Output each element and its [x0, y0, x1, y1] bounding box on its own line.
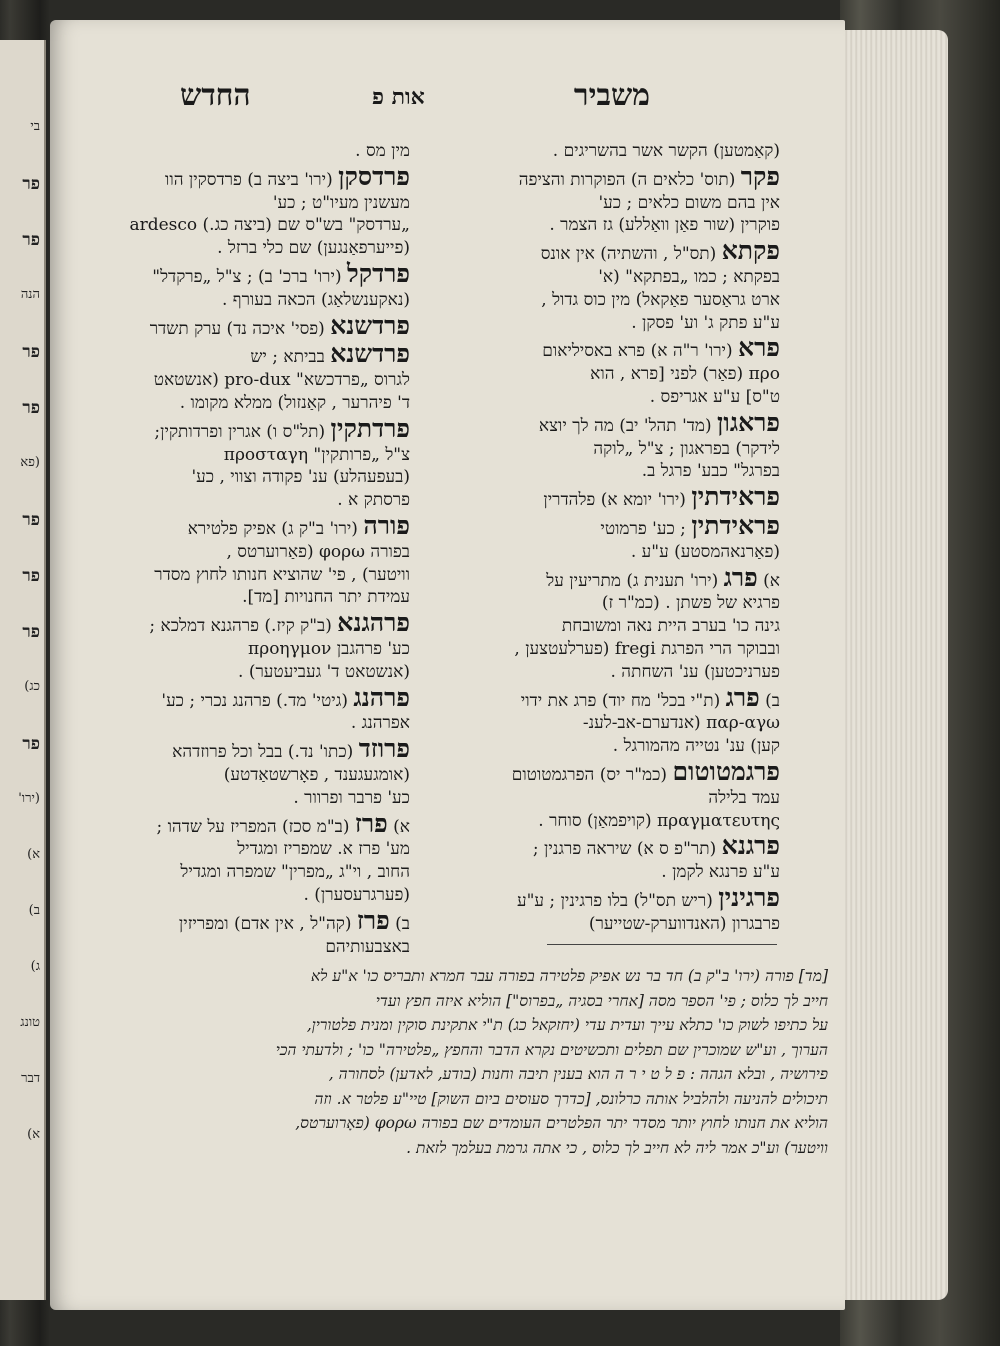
entry-line: פרדסקן (ירו' ביצה ב) פרדסקין הוו: [165, 161, 410, 191]
header-left-title: החדש: [180, 78, 251, 113]
footnote-line: הערוך , וע"ש שמוכרין שם תפלים ותכשיטים נקרא הדבר והחפץ „פלטירה" כו' ; ולדעתי הכי: [275, 1040, 828, 1059]
entry-line: א) פרג (ירו' תענית ג) מתריעין על: [546, 562, 780, 592]
text-line: קען) ענ' נטייה מהמורגל .: [612, 736, 780, 757]
entry-line: פרדקל (ירו' ברכ' ב) ; צ"ל „פרקדל": [152, 258, 410, 288]
text-line: פערניכטען) ענ' השחתה .: [610, 661, 780, 682]
text-line: פרסתק א .: [337, 490, 410, 511]
text-line: בפרגל" כבע' פרגל ב.: [641, 461, 780, 482]
text-line: (נאקענשלאַג) הכאה בעורף .: [221, 289, 410, 310]
entry-line: א) פרז (ב"מ סכז) המפריז על שדהו ;: [156, 808, 410, 838]
text-line: (קאַמטען) הקשר אשר בהשריגים .: [552, 141, 780, 161]
facing-page-fragment: (פא: [20, 455, 40, 470]
dictionary-page: [50, 20, 845, 1310]
footnote-line: פירושיה , ובלא הגהה : פ ל ט י ר ה הוא בענין תיבה וחנות (בודע, לאדען) לסחורה ,: [328, 1065, 828, 1083]
facing-page-fragment: (ירו': [18, 791, 40, 806]
text-line: החוב , וי"ג „מפרין" שמפרה ומגדיל: [180, 862, 410, 883]
text-line: פרבגרון (האנדווערק-שטייער): [588, 913, 780, 934]
facing-page-fragment: ב): [28, 903, 40, 918]
header-right-title: משביר: [573, 78, 650, 113]
entry-line: פראידתין (ירו' יומא א) פלהדרין: [543, 482, 780, 512]
footnote-line: על כתיפו לשוק כו' כתלא עייך ועדית עדי (יחזקאל כג) ת"י אתקינת סוקין ומנית פלטורין,: [306, 1016, 828, 1034]
page-edges: [838, 30, 948, 1300]
text-line: „ערדסק" בש"ס שם (ביצה כג.) ardesco: [129, 215, 410, 236]
text-line: אפרהנג .: [350, 713, 410, 734]
facing-page-fragment: פר: [22, 734, 40, 754]
text-line: אין בהם משום כלאים ; כע': [598, 192, 780, 213]
facing-page-fragment: א): [27, 847, 40, 862]
facing-page-left: [0, 40, 46, 1300]
text-line: ארט גראַסער פאַקאל) מין כוס גדול ,: [541, 289, 780, 310]
text-line: עמידת יתר החנויות [מד].: [242, 587, 410, 608]
text-line: פרגיא של פשתן . (כמ"ר ז): [601, 593, 780, 614]
footnote-line: הוליא את חנותו לחוץ יותר מסדר יתר הפלטרים העומדים שם בפורה φορω (פאָרוערטס,: [295, 1114, 828, 1132]
text-line: מע' פרז א. שמפריז ומגדיל: [237, 839, 410, 860]
text-line: ע"ע פרנגא לקמן .: [661, 862, 780, 883]
text-line: ע"ע פתק ג' וע' פסקן .: [631, 312, 780, 333]
text-line: (אומגעגענד , פאָרשטאַדטע): [223, 764, 410, 785]
entry-line: פראידתין ; כע' פרמוטי: [600, 510, 780, 540]
left-column: [75, 140, 410, 958]
text-line: כע' פרהגבן προηγμον: [248, 638, 410, 659]
footnote-line: תיכולים להניעה ולהלביל אותה כרלונס, [כדרך סעוסים ביום השוק] טיי"ע פלטר א. וזה: [314, 1089, 828, 1108]
text-line: כע' פרבר ופרוור .: [293, 787, 410, 808]
footnote: [68, 964, 828, 1160]
entry-line: פרדשנא בביתא ; יש: [250, 339, 410, 369]
entry-line: פורה (ירו' ב"ק ג) אפיק פלטירא: [187, 510, 410, 540]
entry-line: פקתא (תס"ל , והשתיה) אין אונס: [540, 236, 780, 266]
facing-page-fragment: פר: [22, 398, 40, 418]
entry-line: ב) פרז (קה"ל , אין אדם) ומפריזין: [178, 905, 410, 935]
facing-page-fragment: פר: [22, 566, 40, 586]
text-line: צ"ל „פרותקין" προσταγη: [223, 444, 410, 465]
facing-page-fragment: ג): [30, 959, 40, 974]
text-line: ט"ס] ע"ע אגריפס .: [649, 386, 780, 407]
facing-page-fragment: פר: [22, 174, 40, 194]
text-line: (פאַרנאהמסטע) ע"ע .: [630, 541, 780, 562]
footnote-line: חייב לך כלוס ; פי' הספר מסה [אחרי בסגיה „בפרוס"] הוליא איזה חפץ ועדי: [375, 991, 828, 1010]
entry-line: פרגמטוטום (כמ"ר יס) הפרגמטוטום: [511, 756, 780, 786]
footnote-line: [מד] פורה (ירו' ב"ק ב) חד בר נש אפיק פלטירה בפורה עבר חמרא ותבריס כו' א"ע לא: [310, 967, 828, 985]
entry-line: פראגון (מד' תהל' יב) מה לך יוצא: [538, 407, 780, 437]
right-column: [445, 140, 780, 936]
text-line: לגרוס „פרדכשא" pro-dux (אנשטאט: [153, 370, 410, 391]
facing-page-fragment: בי: [30, 119, 40, 134]
text-line: ובבוקר הרי הפרגת fregi (פערלעטצען ,: [514, 638, 780, 659]
text-line: לידקר) בפראגון ; צ"ל „לוקה: [593, 438, 780, 459]
text-line: (אנשטאט ד' געביעטער) .: [238, 661, 410, 682]
text-line: πραγματευτης (קויפמאַן) סוחר .: [538, 810, 780, 831]
text-line: ד' פיהרער , קאַנזול) ממלא מקומו .: [179, 392, 410, 413]
text-line: בפקתא ; כמו „בפתקא" (א': [598, 266, 780, 287]
text-line: באצבעותיהם: [325, 936, 410, 957]
text-line: (בעפעהלע) ענ' פקודה וצווי , כע': [191, 467, 410, 488]
text-line: פוקרין (שור פאַן וואַללע) גז הצמר .: [549, 215, 780, 236]
footnote-line: וויטער) וע"כ אמר ליה לא חייב לך כלוס , כי אתה גרמת בעלמך לזאת .: [406, 1138, 828, 1157]
text-line: (פייערפאַנגען) שם כלי ברזל .: [217, 238, 410, 259]
facing-page-fragment: טונג: [20, 1015, 40, 1030]
text-line: מין מס .: [355, 141, 410, 161]
facing-page-fragment: פר: [22, 230, 40, 250]
text-line: προ (פאַר) לפני [פרא , הוא: [590, 364, 780, 385]
entry-line: פקר (תוס' כלאים ה) הפוקרות והציפה: [518, 161, 780, 191]
running-header: [50, 78, 845, 128]
entry-line: פרוזד (כתו' נד.) בבל וכל פרוזדהא: [172, 734, 410, 764]
facing-page-fragment: פר: [22, 622, 40, 642]
entry-line: פרגינין (ריש תס"ל) בלו פרגינין ; ע"ע: [516, 882, 780, 912]
facing-page-fragment: דבר: [21, 1071, 40, 1086]
facing-page-fragment: א): [27, 1127, 40, 1142]
footnote-rule: [547, 944, 777, 945]
text-line: (פערגרעסערן) .: [303, 884, 410, 905]
facing-page-fragment: פר: [22, 510, 40, 530]
entry-line: פרדשנא (פסי' איכה נד) ערק תשדר: [149, 310, 410, 340]
entry-line: פרגנא (תר"פ ס א) שיראה פרגנין ;: [532, 831, 780, 861]
text-line: גינה כו' בערב היית נאה ומשובחת: [561, 616, 780, 637]
text-line: מעשנין מעיו"ט ; כע': [272, 192, 410, 213]
entry-line: פרהגנא (ב"ק קיז.) פרהגנא דמלכא ;: [149, 608, 410, 638]
facing-page-fragment: פר: [22, 342, 40, 362]
entry-line: ב) פרג (ת"י בכל' מח יוד) פרג את ידוי: [520, 682, 780, 712]
text-line: παρ-αγω (אנדערם-אב-לענ-: [582, 713, 780, 734]
text-line: וויטער) , פי' שהוציא חנותו לחוץ מסדר: [154, 564, 410, 585]
entry-line: פרדתקין (תל"ס ו) אגרין ופרדותקין;: [154, 413, 410, 443]
text-line: בפורה φορω (פאַרוערטס ,: [226, 541, 410, 562]
facing-page-fragment: כג): [24, 679, 40, 694]
facing-page-fragment: הנה: [20, 287, 40, 302]
header-section-letter: אות פ: [372, 84, 425, 110]
entry-line: פרהנג (גיטי' מד.) פרהנג נכרי ; כע': [161, 682, 410, 712]
entry-line: פרא (ירו' ר"ה א) פרא באסיליאום: [542, 333, 780, 363]
text-line: עמד בלילה: [708, 787, 780, 808]
